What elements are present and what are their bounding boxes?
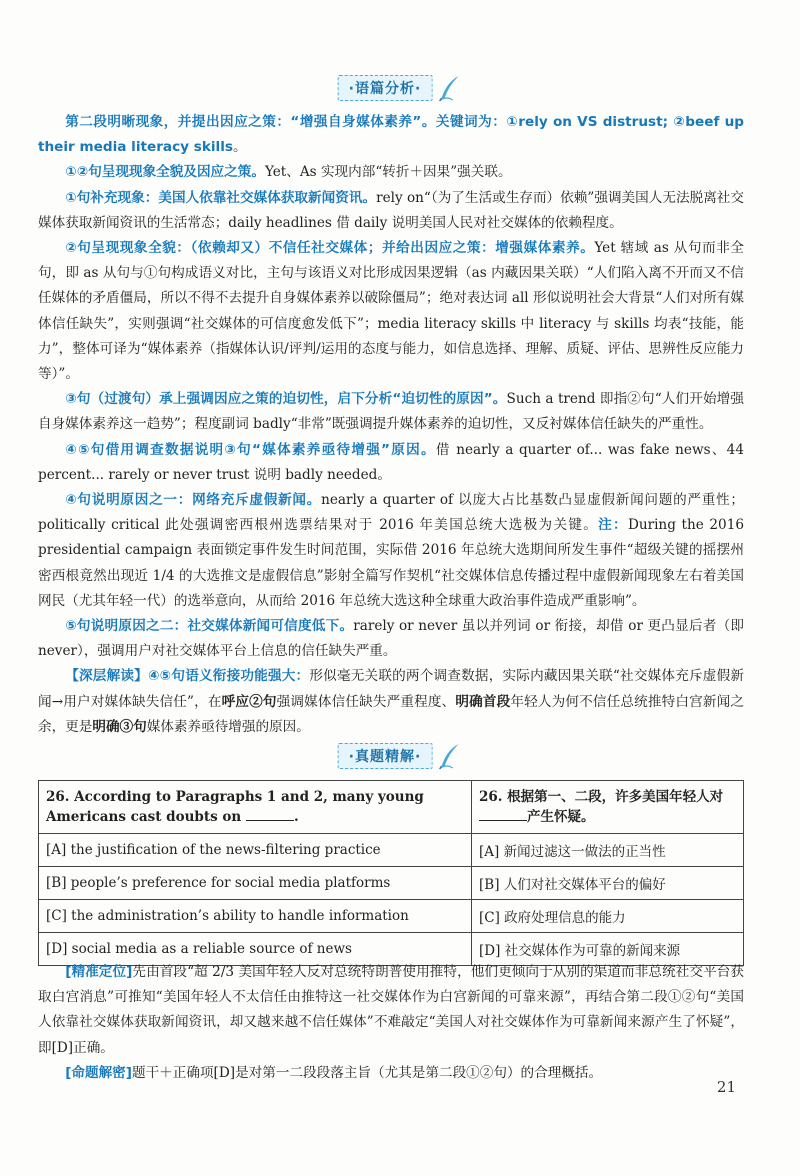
- quill-pen-icon: [436, 74, 462, 102]
- option-en: [A] the justification of the news-filtering practice: [39, 834, 472, 867]
- analysis-body: [38, 110, 744, 740]
- analysis-banner: [338, 74, 463, 102]
- question-stem-row: [39, 781, 744, 834]
- option-en: [C] the administration’s ability to handle information: [39, 900, 472, 933]
- analysis-intro: 第二段明晰现象，并提出因应之策：“增强自身媒体素养”。关键词为：①rely on VS distrust; ②beef up their media literacy skills。: [38, 114, 744, 156]
- analysis-para-5: ④⑤句借用调查数据说明③句“媒体素养亟待增强”原因。借 nearly a quarter of... was fake news、44 percent... rarely or never trust 说明 badly needed。: [38, 441, 744, 483]
- analysis-para-3: ②句呈现现象全貌：（依赖却又）不信任社交媒体；并给出因应之策：增强媒体素养。Yet 辖域 as 从句而非全句，即 as 从句与①句构成语义对比，主句与该语义对比形成因果逻辑（as 内藏因果关联）“人们陷入离不开而又不信任媒体的矛盾僵局，所以不得不去提升自身媒体素养以破除僵局”；绝对表达词 all 形似说明社会大背景“人们对所有媒体信任缺失”，实则强调“社交媒体的可信度愈发低下”；media literacy skills 中 literacy 与 skills 均表“技能，能力”，整体可译为“媒体素养（指媒体认识/评判/运用的态度与能力，如信息选择、理解、质疑、评估、思辨性反应能力等）”。: [38, 240, 744, 383]
- analysis-para-1: ①②句呈现现象全貌及因应之策。Yet、As 实现内部“转折＋因果”强关联。: [65, 164, 512, 181]
- exam-banner-label: ·真题精解·: [338, 743, 433, 769]
- option-row-b: [39, 867, 744, 900]
- page-number: 21: [716, 1078, 736, 1096]
- analysis-para-2: ①句补充现象：美国人依靠社交媒体获取新闻资讯。rely on“（为了生活或生存而）依赖”强调美国人无法脱离社交媒体获取新闻资讯的生活常态；daily headlines 借 daily 说明美国人民对社交媒体的依赖程度。: [38, 189, 744, 231]
- solution-locate: [精准定位]先由首段“超 2/3 美国年轻人反对总统特朗普使用推特，他们更倾向于从别的渠道而非总统社交平台获取白宫消息”可推知“美国年轻人不太信任由推特这一社交媒体作为白宫新闻的可靠来源”，再结合第二段①②句“美国人依靠社交媒体获取新闻资讯，却又越来越不信任媒体”不难敲定“美国人对社交媒体作为可靠新闻来源产生了怀疑”，即[D]正确。: [38, 964, 744, 1056]
- analysis-banner-label: ·语篇分析·: [338, 75, 433, 101]
- option-cn: [B] 人们对社交媒体平台的偏好: [472, 867, 744, 900]
- analysis-para-6: ④句说明原因之一：网络充斥虚假新闻。nearly a quarter of 以庞大占比基数凸显虚假新闻问题的严重性；politically critical 此处强调密西根州选票结果对于 2016 年美国总统大选极为关键。注：During the 2016 presidential campaign 表面锁定事件发生时间范围，实际借 2016 年总统大选期间所发生事件“超级关键的摇摆州密西根竟然出现近 1/4 的大选推文是虚假信息”影射全篇写作契机“社交媒体信息传播过程中虚假新闻现象左右着美国网民（尤其年轻一代）的选举意向，从而给 2016 年总统大选这种全球重大政治事件造成严重影响”。: [38, 492, 744, 609]
- exam-banner: [338, 742, 463, 770]
- analysis-para-4: ③句（过渡句）承上强调因应之策的迫切性，启下分析“迫切性的原因”。Such a trend 即指②句“人们开始增强自身媒体素养这一趋势”；程度副词 badly“非常”既强调提升媒体素养的迫切性，又反衬媒体信任缺失的严重性。: [38, 391, 744, 433]
- option-row-c: [39, 900, 744, 933]
- option-cn: [A] 新闻过滤这一做法的正当性: [472, 834, 744, 867]
- option-cn: [D] 社交媒体作为可靠的新闻来源: [472, 933, 744, 966]
- option-en: [D] social media as a reliable source of news: [39, 933, 472, 966]
- option-cn: [C] 政府处理信息的能力: [472, 900, 744, 933]
- option-row-a: [39, 834, 744, 867]
- question-stem-en: 26. According to Paragraphs 1 and 2, many young Americans cast doubts on .: [39, 781, 472, 834]
- analysis-para-8: 【深层解读】④⑤句语义衔接功能强大：形似毫无关联的两个调查数据，实际内藏因果关联“社交媒体充斥虚假新闻→用户对媒体缺失信任”，在呼应②句强调媒体信任缺失严重程度、明确首段年轻人为何不信任总统推特白宫新闻之余，更是明确③句媒体素养亟待增强的原因。: [38, 668, 744, 735]
- question-stem-cn: 26. 根据第一、二段，许多美国年轻人对产生怀疑。: [472, 781, 744, 834]
- answer-blank: [479, 808, 527, 821]
- analysis-para-7: ⑤句说明原因之二：社交媒体新闻可信度低下。rarely or never 虽以并列词 or 衔接，却借 or 更凸显后者（即 never），强调用户对社交媒体平台上信息的信任缺失严重。: [38, 618, 744, 660]
- solution-decode: [命题解密]题干＋正确项[D]是对第一二段段落主旨（尤其是第二段①②句）的合理概括。: [65, 1064, 603, 1081]
- solution-body: [38, 960, 744, 1086]
- answer-blank: [246, 808, 294, 821]
- option-en: [B] people’s preference for social media platforms: [39, 867, 472, 900]
- quill-pen-icon: [436, 742, 462, 770]
- question-table: [38, 780, 744, 966]
